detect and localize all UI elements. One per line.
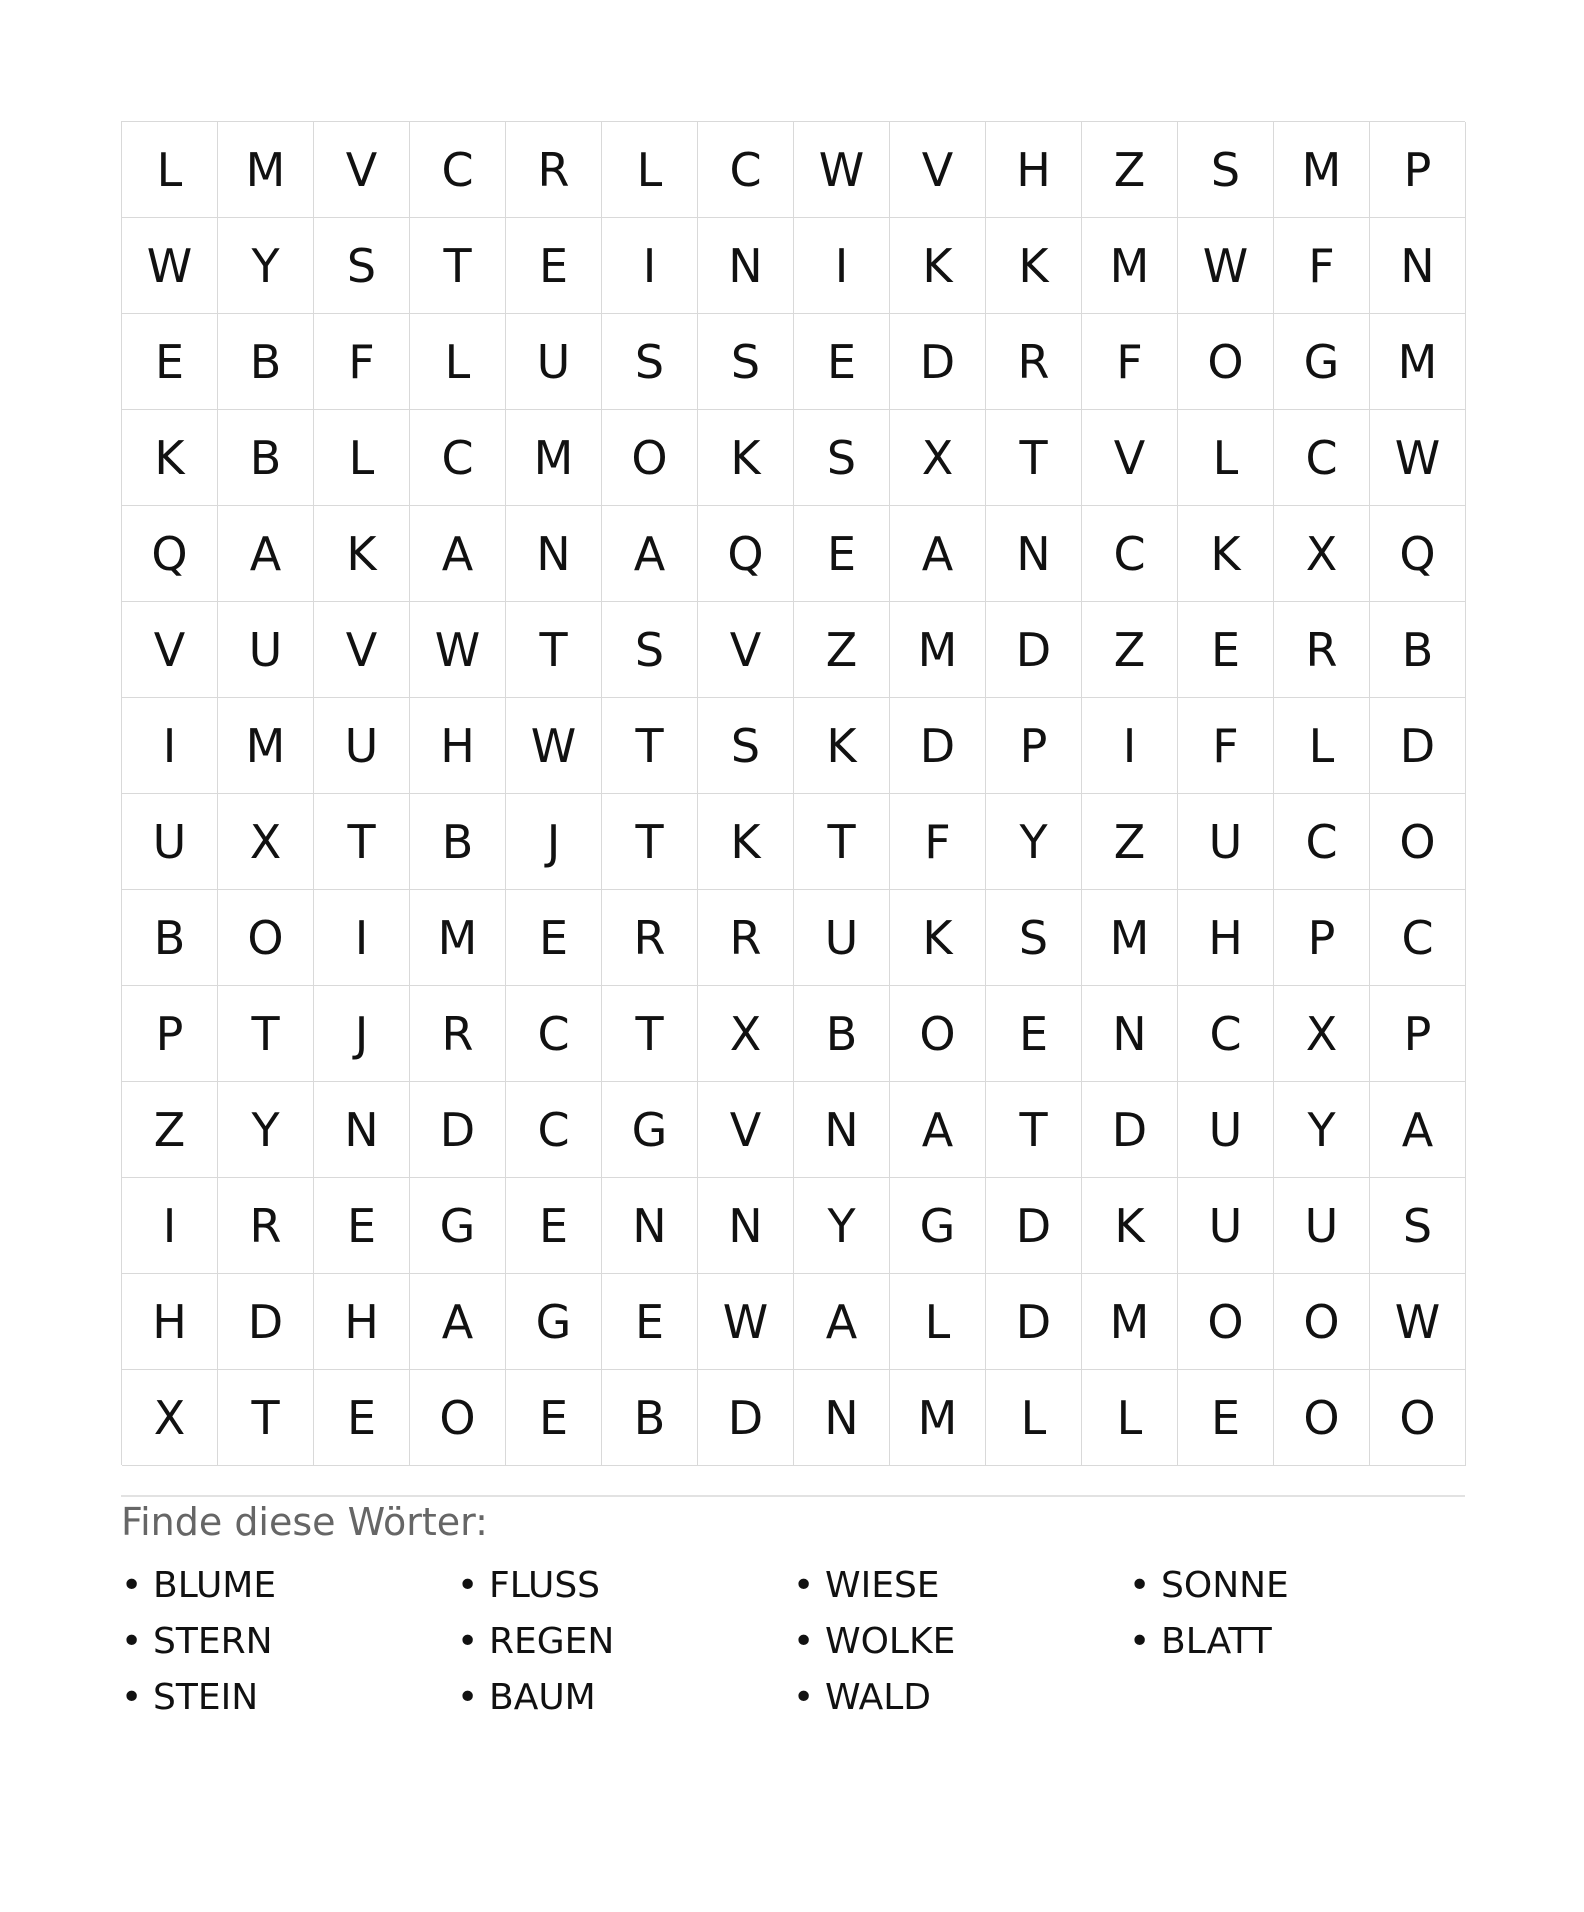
grid-cell[interactable]: L: [1082, 1370, 1178, 1466]
grid-cell[interactable]: W: [1178, 218, 1274, 314]
grid-cell[interactable]: J: [506, 794, 602, 890]
grid-cell[interactable]: B: [410, 794, 506, 890]
grid-cell[interactable]: W: [410, 602, 506, 698]
grid-cell[interactable]: H: [410, 698, 506, 794]
grid-cell[interactable]: M: [1274, 122, 1370, 218]
grid-cell[interactable]: B: [218, 410, 314, 506]
word-label: BAUM: [489, 1677, 596, 1718]
grid-cell[interactable]: X: [218, 794, 314, 890]
grid-cell[interactable]: I: [122, 698, 218, 794]
word-label: WALD: [825, 1677, 932, 1718]
grid-cell[interactable]: O: [890, 986, 986, 1082]
grid-cell[interactable]: Q: [122, 506, 218, 602]
grid-cell[interactable]: N: [986, 506, 1082, 602]
grid-cell[interactable]: P: [1370, 122, 1466, 218]
word-label: STEIN: [153, 1677, 259, 1718]
grid-cell[interactable]: Z: [1082, 602, 1178, 698]
grid-cell[interactable]: D: [410, 1082, 506, 1178]
grid-cell[interactable]: D: [986, 1274, 1082, 1370]
grid-cell[interactable]: B: [794, 986, 890, 1082]
grid-cell[interactable]: B: [122, 890, 218, 986]
grid-cell[interactable]: O: [1274, 1274, 1370, 1370]
grid-cell[interactable]: D: [890, 698, 986, 794]
grid-cell[interactable]: F: [890, 794, 986, 890]
word-label: REGEN: [489, 1621, 615, 1662]
grid-cell[interactable]: T: [602, 698, 698, 794]
grid-cell[interactable]: T: [986, 410, 1082, 506]
grid-cell[interactable]: Y: [794, 1178, 890, 1274]
letter-grid: [121, 121, 1465, 1465]
grid-cell[interactable]: C: [1274, 794, 1370, 890]
grid-cell[interactable]: V: [890, 122, 986, 218]
grid-cell[interactable]: V: [314, 122, 410, 218]
grid-cell[interactable]: V: [122, 602, 218, 698]
grid-cell[interactable]: C: [1082, 506, 1178, 602]
grid-cell[interactable]: E: [794, 314, 890, 410]
grid-cell[interactable]: N: [794, 1370, 890, 1466]
grid-cell[interactable]: M: [218, 122, 314, 218]
word-list-item: [121, 1614, 457, 1670]
grid-cell[interactable]: S: [698, 698, 794, 794]
grid-cell[interactable]: P: [122, 986, 218, 1082]
grid-cell[interactable]: P: [1370, 986, 1466, 1082]
grid-cell[interactable]: E: [794, 506, 890, 602]
grid-cell[interactable]: A: [218, 506, 314, 602]
grid-cell[interactable]: T: [218, 1370, 314, 1466]
grid-cell[interactable]: N: [602, 1178, 698, 1274]
bullet-icon: •: [457, 1565, 479, 1606]
grid-cell[interactable]: G: [410, 1178, 506, 1274]
word-list-item: [1129, 1558, 1465, 1614]
grid-cell[interactable]: W: [122, 218, 218, 314]
grid-cell[interactable]: X: [1274, 986, 1370, 1082]
word-label: FLUSS: [489, 1565, 601, 1606]
grid-cell[interactable]: X: [698, 986, 794, 1082]
grid-cell[interactable]: W: [794, 122, 890, 218]
grid-cell[interactable]: T: [602, 986, 698, 1082]
grid-cell[interactable]: T: [218, 986, 314, 1082]
bullet-icon: •: [793, 1565, 815, 1606]
grid-cell[interactable]: U: [314, 698, 410, 794]
grid-cell[interactable]: N: [1082, 986, 1178, 1082]
grid-cell[interactable]: G: [890, 1178, 986, 1274]
grid-cell[interactable]: O: [1370, 1370, 1466, 1466]
grid-cell[interactable]: E: [506, 1370, 602, 1466]
grid-cell[interactable]: D: [1370, 698, 1466, 794]
grid-cell[interactable]: V: [314, 602, 410, 698]
grid-cell[interactable]: C: [1178, 986, 1274, 1082]
grid-cell[interactable]: C: [410, 122, 506, 218]
grid-cell[interactable]: M: [890, 1370, 986, 1466]
grid-cell[interactable]: O: [1274, 1370, 1370, 1466]
grid-cell[interactable]: W: [1370, 1274, 1466, 1370]
word-list-item: [1129, 1614, 1465, 1670]
grid-cell[interactable]: M: [1082, 890, 1178, 986]
grid-cell[interactable]: P: [1274, 890, 1370, 986]
grid-cell[interactable]: U: [122, 794, 218, 890]
grid-cell[interactable]: D: [890, 314, 986, 410]
grid-cell[interactable]: T: [602, 794, 698, 890]
grid-cell[interactable]: O: [1370, 794, 1466, 890]
grid-cell[interactable]: Y: [218, 1082, 314, 1178]
grid-cell[interactable]: Z: [1082, 122, 1178, 218]
grid-cell[interactable]: M: [1082, 1274, 1178, 1370]
grid-cell[interactable]: L: [122, 122, 218, 218]
grid-cell[interactable]: Z: [794, 602, 890, 698]
grid-cell[interactable]: E: [506, 218, 602, 314]
grid-cell[interactable]: T: [410, 218, 506, 314]
grid-cell[interactable]: O: [410, 1370, 506, 1466]
grid-cell[interactable]: N: [314, 1082, 410, 1178]
grid-cell[interactable]: L: [1274, 698, 1370, 794]
grid-cell[interactable]: T: [314, 794, 410, 890]
grid-cell[interactable]: C: [506, 1082, 602, 1178]
grid-cell[interactable]: V: [1082, 410, 1178, 506]
grid-cell[interactable]: B: [602, 1370, 698, 1466]
grid-cell[interactable]: M: [890, 602, 986, 698]
grid-cell[interactable]: D: [986, 1178, 1082, 1274]
grid-cell[interactable]: I: [794, 218, 890, 314]
grid-cell[interactable]: T: [794, 794, 890, 890]
grid-cell[interactable]: Y: [986, 794, 1082, 890]
grid-cell[interactable]: E: [122, 314, 218, 410]
grid-cell[interactable]: N: [698, 218, 794, 314]
grid-cell[interactable]: O: [1178, 314, 1274, 410]
grid-cell[interactable]: L: [1178, 410, 1274, 506]
grid-cell[interactable]: C: [698, 122, 794, 218]
grid-cell[interactable]: Y: [1274, 1082, 1370, 1178]
grid-cell[interactable]: H: [314, 1274, 410, 1370]
grid-cell[interactable]: K: [794, 698, 890, 794]
grid-cell[interactable]: D: [698, 1370, 794, 1466]
word-label: WOLKE: [825, 1621, 956, 1662]
grid-cell[interactable]: W: [698, 1274, 794, 1370]
grid-cell[interactable]: A: [794, 1274, 890, 1370]
grid-cell[interactable]: E: [506, 890, 602, 986]
grid-cell[interactable]: N: [794, 1082, 890, 1178]
word-label: WIESE: [825, 1565, 940, 1606]
grid-cell[interactable]: K: [122, 410, 218, 506]
grid-cell[interactable]: R: [602, 890, 698, 986]
grid-cell[interactable]: I: [602, 218, 698, 314]
grid-cell[interactable]: X: [890, 410, 986, 506]
word-list-item: [121, 1558, 457, 1614]
grid-cell[interactable]: K: [986, 218, 1082, 314]
grid-cell[interactable]: D: [218, 1274, 314, 1370]
grid-cell[interactable]: E: [986, 986, 1082, 1082]
grid-cell[interactable]: S: [1178, 122, 1274, 218]
grid-cell[interactable]: K: [1082, 1178, 1178, 1274]
grid-cell[interactable]: U: [1274, 1178, 1370, 1274]
grid-cell[interactable]: K: [890, 890, 986, 986]
bullet-icon: •: [121, 1677, 143, 1718]
word-list-item: [793, 1558, 1129, 1614]
grid-cell[interactable]: L: [890, 1274, 986, 1370]
grid-cell[interactable]: U: [218, 602, 314, 698]
word-list: [121, 1558, 1465, 1726]
grid-cell[interactable]: A: [410, 506, 506, 602]
word-list-item: [457, 1558, 793, 1614]
grid-cell[interactable]: O: [218, 890, 314, 986]
word-list-item: [793, 1670, 1129, 1726]
grid-cell[interactable]: S: [314, 218, 410, 314]
grid-cell[interactable]: N: [698, 1178, 794, 1274]
grid-cell[interactable]: G: [506, 1274, 602, 1370]
grid-cell[interactable]: M: [1370, 314, 1466, 410]
grid-cell[interactable]: R: [506, 122, 602, 218]
grid-cell[interactable]: E: [1178, 602, 1274, 698]
grid-cell[interactable]: O: [1178, 1274, 1274, 1370]
grid-cell[interactable]: E: [506, 1178, 602, 1274]
bullet-icon: •: [121, 1621, 143, 1662]
grid-cell[interactable]: K: [314, 506, 410, 602]
grid-cell[interactable]: U: [1178, 1178, 1274, 1274]
grid-cell[interactable]: E: [602, 1274, 698, 1370]
grid-cell[interactable]: E: [314, 1178, 410, 1274]
grid-cell[interactable]: S: [986, 890, 1082, 986]
grid-cell[interactable]: F: [1082, 314, 1178, 410]
grid-cell[interactable]: A: [890, 1082, 986, 1178]
grid-cell[interactable]: M: [218, 698, 314, 794]
grid-cell[interactable]: L: [986, 1370, 1082, 1466]
grid-cell[interactable]: V: [698, 1082, 794, 1178]
grid-cell[interactable]: H: [986, 122, 1082, 218]
grid-cell[interactable]: L: [410, 314, 506, 410]
grid-cell[interactable]: C: [506, 986, 602, 1082]
grid-cell[interactable]: A: [890, 506, 986, 602]
bullet-icon: •: [1129, 1621, 1151, 1662]
grid-cell[interactable]: H: [1178, 890, 1274, 986]
grid-cell[interactable]: F: [1274, 218, 1370, 314]
grid-cell[interactable]: L: [602, 122, 698, 218]
word-list-item: [121, 1670, 457, 1726]
grid-cell[interactable]: S: [698, 314, 794, 410]
grid-cell[interactable]: F: [1178, 698, 1274, 794]
grid-cell[interactable]: U: [1178, 794, 1274, 890]
word-label: BLATT: [1161, 1621, 1272, 1662]
grid-cell[interactable]: M: [410, 890, 506, 986]
grid-cell[interactable]: U: [1178, 1082, 1274, 1178]
grid-cell[interactable]: E: [1178, 1370, 1274, 1466]
bullet-icon: •: [793, 1621, 815, 1662]
grid-cell[interactable]: S: [1370, 1178, 1466, 1274]
grid-cell[interactable]: B: [1370, 602, 1466, 698]
grid-cell[interactable]: X: [1274, 506, 1370, 602]
word-list-heading: Finde diese Wörter:: [121, 1500, 488, 1544]
bullet-icon: •: [793, 1677, 815, 1718]
grid-cell[interactable]: S: [602, 602, 698, 698]
grid-cell[interactable]: L: [314, 410, 410, 506]
grid-cell[interactable]: Y: [218, 218, 314, 314]
grid-cell[interactable]: S: [794, 410, 890, 506]
grid-cell[interactable]: H: [122, 1274, 218, 1370]
word-list-item: [793, 1614, 1129, 1670]
grid-cell[interactable]: V: [698, 602, 794, 698]
grid-cell[interactable]: M: [506, 410, 602, 506]
grid-cell[interactable]: Q: [698, 506, 794, 602]
bullet-icon: •: [121, 1565, 143, 1606]
grid-cell[interactable]: A: [602, 506, 698, 602]
grid-cell[interactable]: F: [314, 314, 410, 410]
word-label: BLUME: [153, 1565, 277, 1606]
grid-cell[interactable]: C: [1274, 410, 1370, 506]
grid-cell[interactable]: Q: [1370, 506, 1466, 602]
grid-cell[interactable]: U: [506, 314, 602, 410]
grid-cell[interactable]: G: [602, 1082, 698, 1178]
grid-cell[interactable]: S: [602, 314, 698, 410]
grid-cell[interactable]: W: [506, 698, 602, 794]
grid-cell[interactable]: P: [986, 698, 1082, 794]
grid-cell[interactable]: G: [1274, 314, 1370, 410]
grid-cell[interactable]: D: [986, 602, 1082, 698]
grid-cell[interactable]: B: [218, 314, 314, 410]
grid-cell[interactable]: R: [218, 1178, 314, 1274]
grid-cell[interactable]: K: [890, 218, 986, 314]
bullet-icon: •: [457, 1677, 479, 1718]
grid-cell[interactable]: J: [314, 986, 410, 1082]
grid-cell[interactable]: I: [122, 1178, 218, 1274]
grid-cell[interactable]: I: [314, 890, 410, 986]
grid-cell[interactable]: M: [1082, 218, 1178, 314]
grid-cell[interactable]: T: [506, 602, 602, 698]
grid-cell[interactable]: E: [314, 1370, 410, 1466]
word-list-item: [457, 1614, 793, 1670]
grid-cell[interactable]: A: [410, 1274, 506, 1370]
grid-cell[interactable]: N: [506, 506, 602, 602]
grid-cell[interactable]: C: [410, 410, 506, 506]
grid-cell[interactable]: D: [1082, 1082, 1178, 1178]
word-list-item: [457, 1670, 793, 1726]
grid-cell[interactable]: K: [698, 410, 794, 506]
grid-cell[interactable]: C: [1370, 890, 1466, 986]
word-label: SONNE: [1161, 1565, 1289, 1606]
grid-cell[interactable]: X: [122, 1370, 218, 1466]
grid-cell[interactable]: R: [698, 890, 794, 986]
bullet-icon: •: [457, 1621, 479, 1662]
grid-cell[interactable]: R: [1274, 602, 1370, 698]
bullet-icon: •: [1129, 1565, 1151, 1606]
divider: [121, 1495, 1465, 1497]
grid-cell[interactable]: Z: [122, 1082, 218, 1178]
grid-cell[interactable]: R: [410, 986, 506, 1082]
grid-cell[interactable]: W: [1370, 410, 1466, 506]
grid-cell[interactable]: U: [794, 890, 890, 986]
word-label: STERN: [153, 1621, 273, 1662]
grid-cell[interactable]: O: [602, 410, 698, 506]
grid-cell[interactable]: Z: [1082, 794, 1178, 890]
grid-cell[interactable]: A: [1370, 1082, 1466, 1178]
grid-cell[interactable]: K: [1178, 506, 1274, 602]
grid-cell[interactable]: N: [1370, 218, 1466, 314]
grid-cell[interactable]: K: [698, 794, 794, 890]
grid-cell[interactable]: T: [986, 1082, 1082, 1178]
grid-cell[interactable]: I: [1082, 698, 1178, 794]
grid-cell[interactable]: R: [986, 314, 1082, 410]
